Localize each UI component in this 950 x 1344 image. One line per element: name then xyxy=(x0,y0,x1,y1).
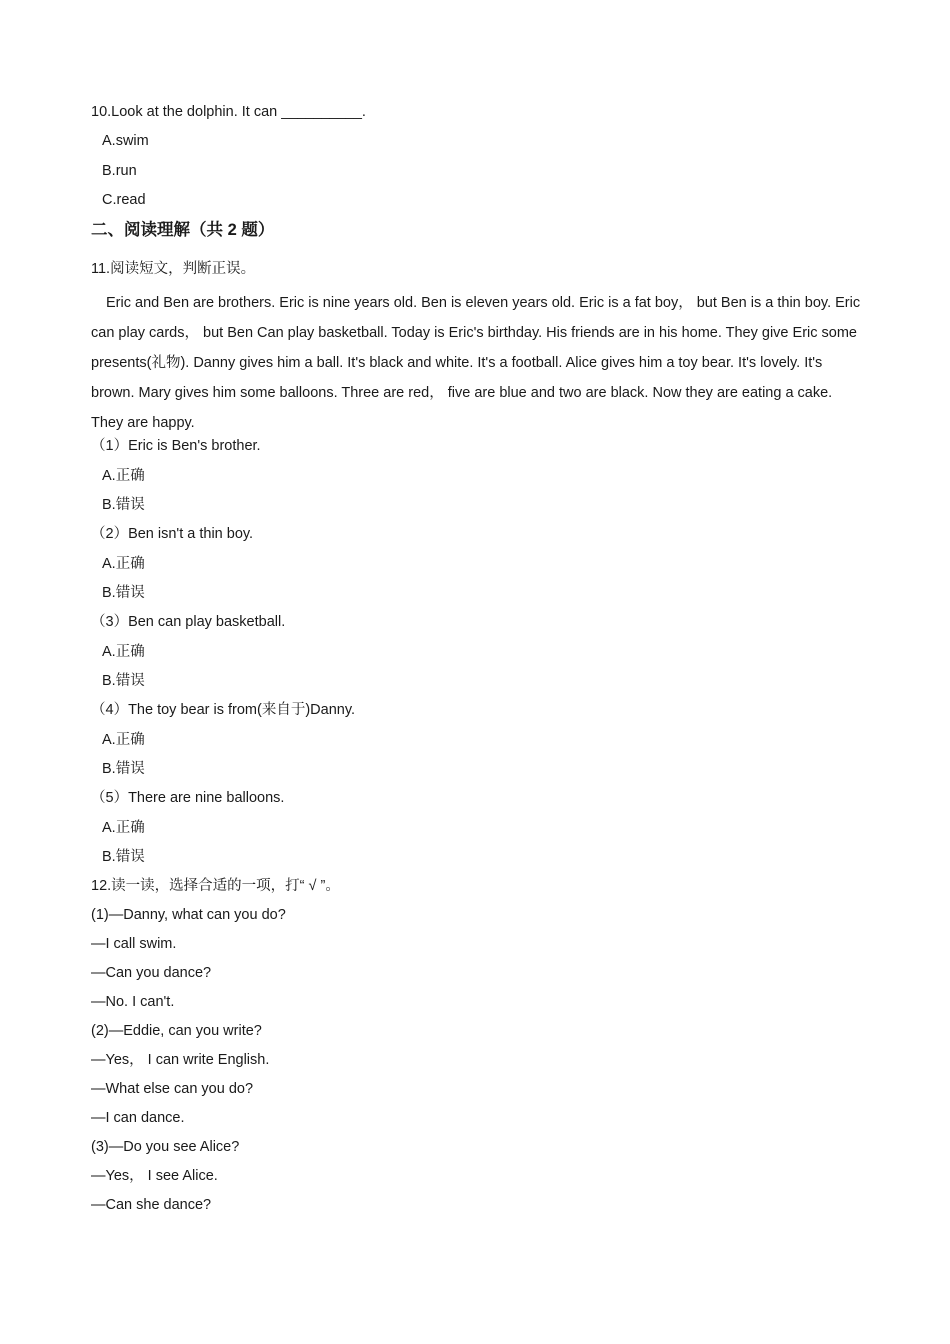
question-11-sub-1-stem: （1）Eric is Ben's brother. xyxy=(91,438,261,454)
question-12-stem: 12.读一读，选择合适的一项，打“ √ ”。 xyxy=(91,878,340,894)
dialogue-line: —What else can you do? xyxy=(91,1081,254,1097)
question-10-stem: 10.Look at the dolphin. It can __________. xyxy=(91,104,366,120)
question-11-sub-2-option-a: A.正确 xyxy=(102,556,145,572)
question-11-sub-1-option-a: A.正确 xyxy=(102,468,145,484)
question-10-option-a: A.swim xyxy=(102,133,149,149)
question-11-sub-5-option-a: A.正确 xyxy=(102,820,145,836)
dialogue-line: —Yes， I see Alice. xyxy=(91,1168,218,1184)
dialogue-line: —No. I can't. xyxy=(91,994,175,1010)
question-11-sub-3-stem: （3）Ben can play basketball. xyxy=(91,614,286,630)
dialogue-line: (1)—Danny, what can you do? xyxy=(91,907,286,923)
question-10-option-b: B.run xyxy=(102,163,137,179)
question-11-sub-4-option-a: A.正确 xyxy=(102,732,145,748)
dialogue-line: —I can dance. xyxy=(91,1110,185,1126)
question-11-sub-3-option-b: B.错误 xyxy=(102,673,145,689)
question-11-sub-5-option-b: B.错误 xyxy=(102,849,145,865)
reading-passage: Eric and Ben are brothers. Eric is nine years old. Ben is eleven years old. Eric is a fat boy， but Ben is a thin boy. Eric can play cards， but Ben Can play basketball. Today is Eric's birthday. His friends are in his home. They give Eric some presents(礼物). Danny gives him a ball. It's black and white. It's a football. Alice gives him a toy bear. It's lovely. It's brown. Mary gives him some balloons. Three are red， five are blue and two are black. Now they are eating a cake. They are happy. xyxy=(91,295,861,431)
dialogue-line: (3)—Do you see Alice? xyxy=(91,1139,240,1155)
dialogue-line: —Yes， I can write English. xyxy=(91,1052,270,1068)
question-11-sub-5-stem: （5）There are nine balloons. xyxy=(91,790,285,806)
question-11-stem: 11.阅读短文，判断正误。 xyxy=(91,261,256,277)
question-11-sub-4-stem: （4）The toy bear is from(来自于)Danny. xyxy=(91,702,356,718)
dialogue-line: —Can you dance? xyxy=(91,965,212,981)
dialogue-line: —Can she dance? xyxy=(91,1197,212,1213)
question-11-sub-2-stem: （2）Ben isn't a thin boy. xyxy=(91,526,254,542)
question-11-sub-4-option-b: B.错误 xyxy=(102,761,145,777)
section-heading-reading: 二、阅读理解（共 2 题） xyxy=(91,221,275,239)
question-11-sub-1-option-b: B.错误 xyxy=(102,497,145,513)
question-10-option-c: C.read xyxy=(102,192,146,208)
question-11-sub-2-option-b: B.错误 xyxy=(102,585,145,601)
dialogue-line: (2)—Eddie, can you write? xyxy=(91,1023,262,1039)
dialogue-line: —I call swim. xyxy=(91,936,177,952)
question-11-sub-3-option-a: A.正确 xyxy=(102,644,145,660)
